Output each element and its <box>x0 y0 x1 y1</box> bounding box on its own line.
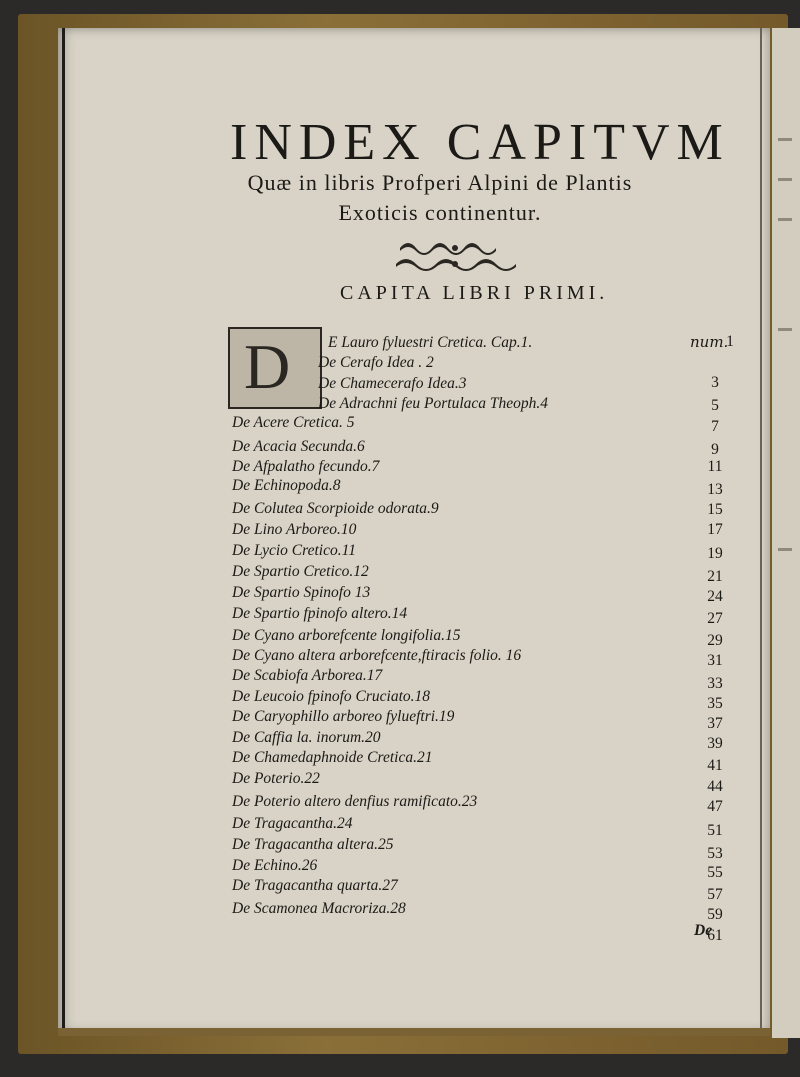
chapter-entry: De Cerafo Idea . 2 <box>318 354 434 371</box>
page-number-header: num. <box>690 333 729 351</box>
chapter-page-number: 35 <box>707 695 723 712</box>
chapter-page-number: 19 <box>707 545 723 562</box>
chapter-page-number: 1 <box>726 333 734 350</box>
chapter-entry: De Scabiofa Arborea.17 <box>232 667 383 684</box>
chapter-entry: De Lycio Cretico.11 <box>232 542 356 559</box>
page-edge <box>760 28 762 1033</box>
chapter-page-number: 9 <box>711 441 719 458</box>
chapter-page-number: 59 <box>707 906 723 923</box>
chapter-entry: De Colutea Scorpioide odorata.9 <box>232 500 439 517</box>
chapter-entry: De Acacia Secunda.6 <box>232 438 365 455</box>
chapter-entry: De Afpalatho fecundo.7 <box>232 458 380 475</box>
chapter-page-number: 37 <box>707 715 723 732</box>
subtitle-line-2: Exoticis continentur. <box>338 200 542 225</box>
chapter-page-number: 55 <box>707 864 723 881</box>
chapter-page-number: 3 <box>711 374 719 391</box>
chapter-page-number: 17 <box>707 521 723 538</box>
chapter-entry: De Leucoio fpinofo Cruciato.18 <box>232 688 431 705</box>
chapter-page-number: 11 <box>707 458 723 475</box>
chapter-page-number: 44 <box>707 778 723 795</box>
chapter-page-number: 61 <box>707 927 723 944</box>
chapter-entry: De Poterio.22 <box>232 770 320 787</box>
section-title: CAPITA LIBRI PRIMI. <box>340 282 609 304</box>
chapter-entry: De Spartio Cretico.12 <box>232 563 369 580</box>
chapter-page-number: 21 <box>707 568 723 585</box>
chapter-page-number: 47 <box>707 798 723 815</box>
chapter-entry: De Spartio fpinofo altero.14 <box>232 605 408 622</box>
chapter-page-number: 29 <box>707 632 723 649</box>
chapter-page-number: 5 <box>711 397 719 414</box>
subtitle-line-1: Quæ in libris Profperi Alpini de Plantis <box>247 170 633 195</box>
decorated-initial <box>228 327 322 409</box>
gutter-shadow <box>62 28 65 1028</box>
page-title: INDEX CAPITVM <box>230 114 730 171</box>
chapter-entry: E Lauro fyluestri Cretica. Cap.1. <box>328 334 533 351</box>
chapter-page-number: 57 <box>707 886 723 903</box>
chapter-entry: De Spartio Spinofo 13 <box>232 584 371 601</box>
chapter-entry: De Caryophillo arboreo fylueftri.19 <box>232 708 455 725</box>
chapter-page-number: 51 <box>707 822 723 839</box>
chapter-entry: De Tragacantha quarta.27 <box>232 877 398 894</box>
chapter-entry: De Echinopoda.8 <box>232 477 341 494</box>
chapter-page-number: 27 <box>707 610 723 627</box>
initial-letter: D <box>244 331 291 402</box>
next-page-edge <box>772 28 800 1038</box>
chapter-page-number: 24 <box>707 588 723 605</box>
chapter-page-number: 31 <box>707 652 723 669</box>
chapter-entry: De Tragacantha altera.25 <box>232 836 394 853</box>
chapter-page-number: 39 <box>707 735 723 752</box>
chapter-entry: De Lino Arboreo.10 <box>232 521 357 538</box>
catchword: De <box>694 922 713 939</box>
cover-bottom-edge <box>58 1028 770 1036</box>
chapter-entry: De Cyano altera arborefcente,ftiracis folio. 16 <box>232 647 522 664</box>
chapter-page-number: 7 <box>711 418 719 435</box>
chapter-page-number: 33 <box>707 675 723 692</box>
chapter-page-number: 53 <box>707 845 723 862</box>
chapter-entry: De Acere Cretica. 5 <box>232 414 355 431</box>
chapter-entry: De Cyano arborefcente longifolia.15 <box>232 627 461 644</box>
chapter-entry: De Tragacantha.24 <box>232 815 353 832</box>
printers-ornament <box>390 238 520 274</box>
chapter-entry: De Chamedaphnoide Cretica.21 <box>232 749 433 766</box>
chapter-entry: De Poterio altero denfius ramificato.23 <box>232 793 478 810</box>
chapter-entry: De Echino.26 <box>232 857 318 874</box>
subtitle <box>150 168 730 228</box>
chapter-entry: De Caffia la. inorum.20 <box>232 729 381 746</box>
chapter-page-number: 15 <box>707 501 723 518</box>
chapter-entry: De Adrachni feu Portulaca Theoph.4 <box>318 395 549 412</box>
chapter-page-number: 41 <box>707 757 723 774</box>
chapter-page-number: 13 <box>707 481 723 498</box>
chapter-entry: De Scamonea Macroriza.28 <box>232 900 406 917</box>
chapter-entry: De Chamecerafo Idea.3 <box>318 375 467 392</box>
